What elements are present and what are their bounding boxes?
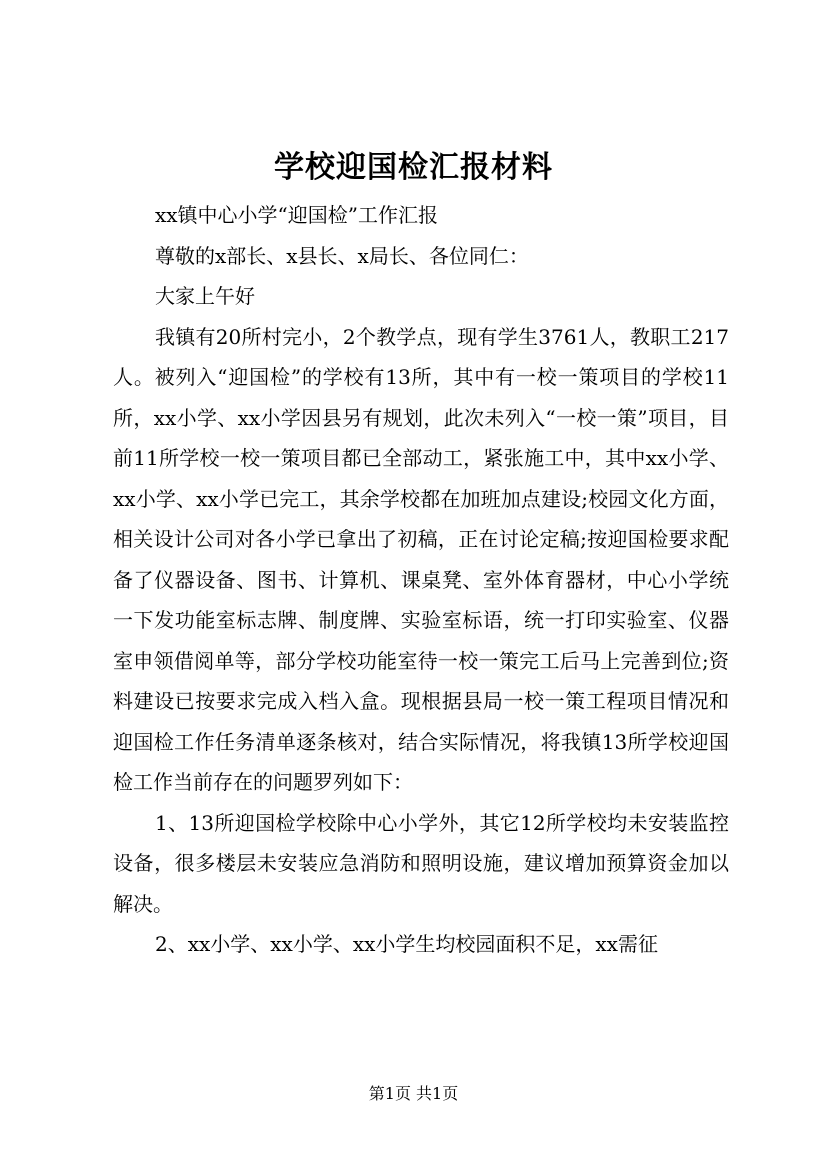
overview-paragraph: 我镇有20所村完小，2个教学点，现有学生3761人，教职工217人。被列入“迎国检”的学校有13所，其中有一校一策项目的学校11所，xx小学、xx小学因县另有规划，此次未列入“一校一策”项目，目前11所学校一校一策项目都已全部动工，紧张施工中，其中xx小学、xx小学、xx小学已完工，其余学校都在加班加点建设;校园文化方面，相关设计公司对各小学已拿出了初稿，正在讨论定稿;按迎国检要求配备了仪器设备、图书、计算机、课桌凳、室外体育器材，中心小学统一下发功能室标志牌、制度牌、实验室标语，统一打印实验室、仪器室申领借阅单等，部分学校功能室待一校一策完工后马上完善到位;资料建设已按要求完成入档入盒。现根据县局一校一策工程项目情况和迎国检工作任务清单逐条核对，结合实际情况，将我镇13所学校迎国检工作当前存在的问题罗列如下： bbox=[113, 324, 729, 794]
greeting-paragraph: 大家上午好 bbox=[155, 284, 255, 308]
page-number-footer: 第1页 共1页 bbox=[368, 1084, 459, 1103]
issue-2-paragraph: 2、xx小学、xx小学、xx小学生均校园面积不足，xx需征 bbox=[155, 932, 658, 956]
document-title: 学校迎国检汇报材料 bbox=[274, 150, 553, 185]
issue-1-paragraph: 1、13所迎国检学校除中心小学外，其它12所学校均未安装监控设备，很多楼层未安装应急消防和照明设施，建议增加预算资金加以解决。 bbox=[113, 810, 729, 916]
report-heading-paragraph: xx镇中心小学“迎国检”工作汇报 bbox=[155, 203, 439, 227]
document-body bbox=[113, 195, 729, 965]
salutation-paragraph: 尊敬的x部长、x县长、x局长、各位同仁： bbox=[155, 243, 529, 268]
